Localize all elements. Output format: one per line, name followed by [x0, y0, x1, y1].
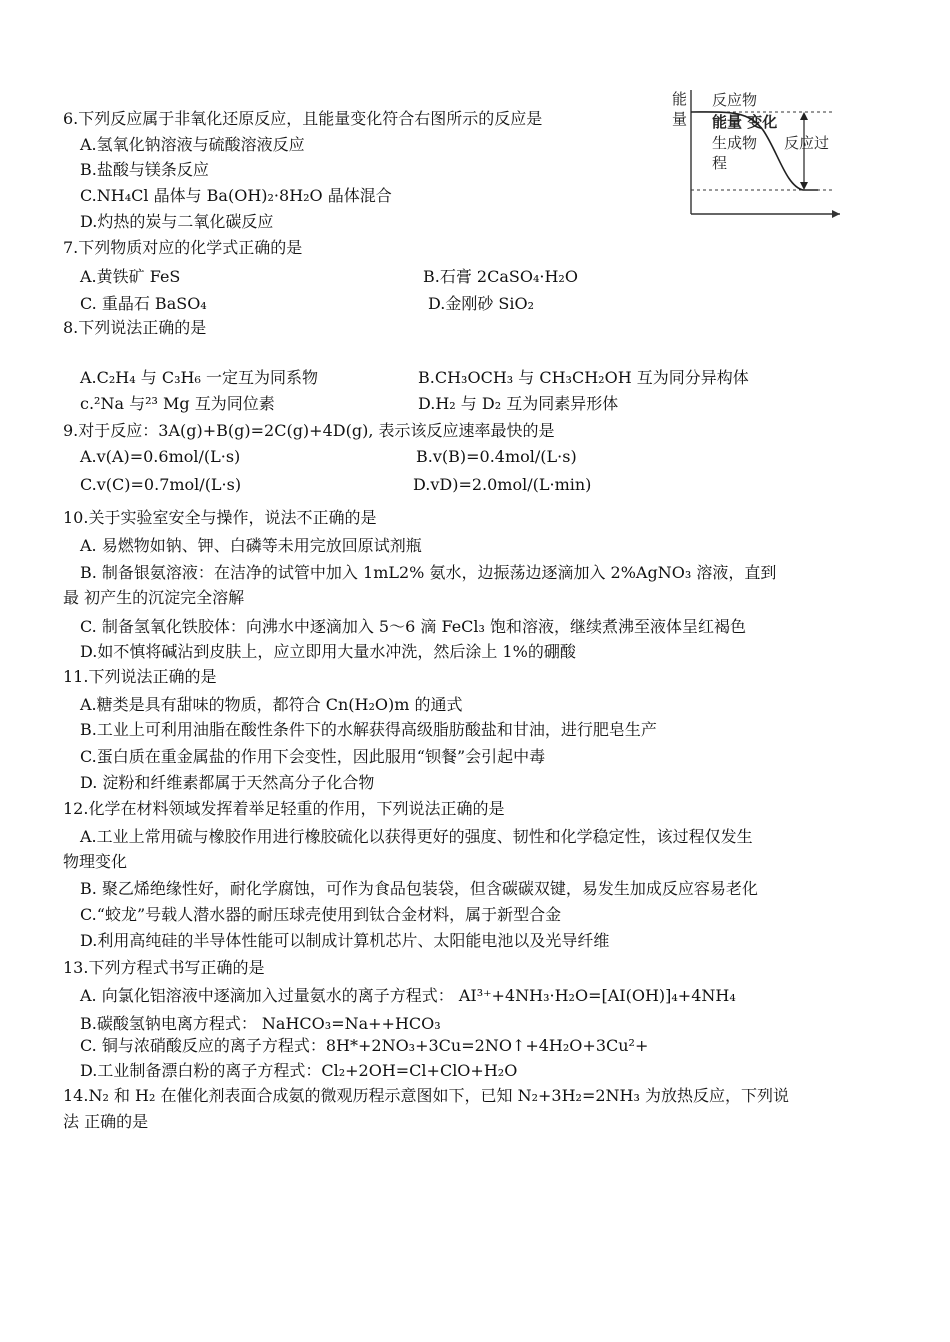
diagram-process-label-2: 程: [712, 154, 728, 172]
q9-option-a: A.v(A)=0.6mol/(L·s): [80, 447, 241, 466]
q10-option-c: C. 制备氢氧化铁胶体：向沸水中逐滴加入 5～6 滴 FeCl₃ 饱和溶液，继续煮沸至液体呈红褐色: [80, 617, 747, 636]
q13-option-b: B.碳酸氢钠电离方程式： NaHCO₃=Na++HCO₃: [80, 1014, 441, 1033]
q13-option-c: C. 铜与浓硝酸反应的离子方程式：8H*+2NO₃+3Cu=2NO↑+4H₂O+3Cu²+: [80, 1036, 649, 1055]
q12-option-b: B. 聚乙烯绝缘性好，耐化学腐蚀，可作为食品包装袋，但含碳碳双键，易发生加成反应容易老化: [80, 879, 758, 898]
q10-option-b-line1: B. 制备银氨溶液：在洁净的试管中加入 1mL2% 氨水，边振荡边逐滴加入 2%AgNO₃ 溶液，直到: [80, 563, 777, 582]
q11-option-d: D. 淀粉和纤维素都属于天然高分子化合物: [80, 773, 375, 792]
diagram-process-label: 反应过: [784, 134, 830, 152]
q12-option-a-line1: A.工业上常用硫与橡胶作用进行橡胶硫化以获得更好的强度、韧性和化学稳定性，该过程仅发生: [80, 827, 753, 846]
q11-option-b: B.工业上可利用油脂在酸性条件下的水解获得高级脂肪酸盐和甘油，进行肥皂生产: [80, 720, 657, 739]
q7-option-b: B.石膏 2CaSO₄·H₂O: [423, 267, 578, 286]
q12-option-c: C.“蛟龙”号载人潜水器的耐压球壳使用到钛合金材料，属于新型合金: [80, 905, 562, 924]
q8-option-c: c.²Na 与²³ Mg 互为同位素: [80, 394, 275, 413]
q8-stem: 8.下列说法正确的是: [63, 318, 207, 337]
q7-stem: 7.下列物质对应的化学式正确的是: [63, 238, 303, 257]
q6-option-b: B.盐酸与镁条反应: [80, 160, 209, 179]
diagram-energy-change-label: 能量 变化: [712, 113, 778, 131]
q9-stem: 9.对于反应：3A(g)+B(g)=2C(g)+4D(g), 表示该反应速率最快的是: [63, 421, 555, 440]
q8-option-d: D.H₂ 与 D₂ 互为同素异形体: [418, 394, 619, 413]
q12-option-a-line2: 物理变化: [63, 852, 128, 871]
q13-option-d: D.工业制备漂白粉的离子方程式：Cl₂+2OH=Cl+ClO+H₂O: [80, 1061, 518, 1080]
q6-option-d: D.灼热的炭与二氧化碳反应: [80, 212, 274, 231]
q10-option-d: D.如不慎将碱沾到皮肤上，应立即用大量水冲洗，然后涂上 1%的硼酸: [80, 642, 576, 661]
q8-option-a: A.C₂H₄ 与 C₃H₆ 一定互为同系物: [80, 368, 318, 387]
diagram-y-label-1: 能: [672, 90, 688, 108]
q13-option-a: A. 向氯化铝溶液中逐滴加入过量氨水的离子方程式： AI³⁺+4NH₃·H₂O=[AI(OH)]₄+4NH₄: [80, 986, 736, 1005]
q6-stem: 6.下列反应属于非氧化还原反应，且能量变化符合右图所示的反应是: [63, 109, 543, 128]
q11-stem: 11.下列说法正确的是: [63, 667, 217, 686]
q13-stem: 13.下列方程式书写正确的是: [63, 958, 265, 977]
q6-option-a: A.氢氧化钠溶液与硫酸溶液反应: [80, 135, 305, 154]
q11-option-a: A.糖类是具有甜味的物质，都符合 Cn(H₂O)m 的通式: [80, 695, 463, 714]
q12-stem: 12.化学在材料领域发挥着举足轻重的作用，下列说法正确的是: [63, 799, 505, 818]
q6-option-c: C.NH₄Cl 晶体与 Ba(OH)₂·8H₂O 晶体混合: [80, 186, 392, 205]
diagram-reactant-label: 反应物: [712, 91, 758, 109]
q8-option-b: B.CH₃OCH₃ 与 CH₃CH₂OH 互为同分异构体: [418, 368, 749, 387]
q12-option-d: D.利用高纯硅的半导体性能可以制成计算机芯片、太阳能电池以及光导纤维: [80, 931, 610, 950]
q7-option-d: D.金刚砂 SiO₂: [428, 294, 535, 313]
q9-option-c: C.v(C)=0.7mol/(L·s): [80, 475, 242, 494]
q9-option-d: D.vD)=2.0mol/(L·min): [413, 475, 592, 494]
q10-option-b-line2: 最 初产生的沉淀完全溶解: [63, 588, 245, 607]
q7-option-c: C. 重晶石 BaSO₄: [80, 294, 207, 313]
diagram-y-label-2: 量: [672, 110, 688, 128]
q10-stem: 10.关于实验室安全与操作，说法不正确的是: [63, 508, 377, 527]
q7-option-a: A.黄铁矿 FeS: [80, 267, 181, 286]
energy-diagram: [668, 86, 843, 221]
q9-option-b: B.v(B)=0.4mol/(L·s): [416, 447, 577, 466]
q11-option-c: C.蛋白质在重金属盐的作用下会变性，因此服用“钡餐”会引起中毒: [80, 747, 546, 766]
q14-stem-line2: 法 正确的是: [63, 1112, 149, 1131]
diagram-product-label: 生成物: [712, 134, 758, 152]
q10-option-a: A. 易燃物如钠、钾、白磷等未用完放回原试剂瓶: [80, 536, 422, 555]
q14-stem-line1: 14.N₂ 和 H₂ 在催化剂表面合成氨的微观历程示意图如下，已知 N₂+3H₂=2NH₃ 为放热反应，下列说: [63, 1086, 789, 1105]
